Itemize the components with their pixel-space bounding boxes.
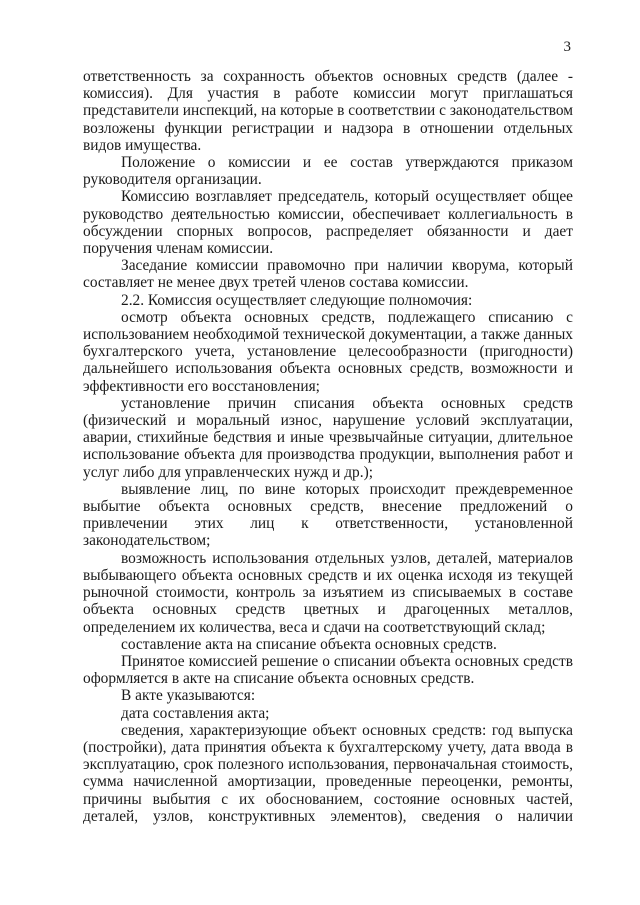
- paragraph-parts-usage: возможность использования отдельных узлов, деталей, материалов выбывающего объекта основных средств и их оценка исходя из текущей рыночной стоимости, контроль за изъятием из списываемых в составе объекта основных средств цветных и драгоценных металлов, определением их количества, веса и сдачи на соответствующий склад;: [83, 549, 573, 636]
- paragraph-reasons: установление причин списания объекта основных средств (физический и моральный износ, нарушение условий эксплуатации, аварии, стихийные бедствия и иные чрезвычайные ситуации, длительное использование объекта для производства продукции, выполнения работ и услуг либо для управленческих нужд и др.);: [83, 394, 573, 481]
- paragraph-commission-regulation: Положение о комиссии и ее состав утверждаются приказом руководителя организации.: [83, 154, 573, 189]
- document-body: [83, 68, 573, 825]
- paragraph-act-date: дата составления акта;: [121, 704, 270, 722]
- paragraph-asset-details: сведения, характеризующие объект основных средств: год выпуска (постройки), дата принятия объекта к бухгалтерскому учету, дата ввода в эксплуатацию, срок полезного использования, первоначальная стоимость, сумма начисленной амортизации, проведенные переоценки, ремонты, причины выбытия с их обоснованием, состояние основных частей, деталей, узлов, конструктивных элементов), сведения о наличии: [83, 721, 573, 825]
- paragraph-act-drafting: составление акта на списание объекта основных средств.: [121, 635, 497, 653]
- paragraph-chairman: Комиссию возглавляет председатель, который осуществляет общее руководство деятельностью комиссии, обеспечивает коллегиальность в обсуждении спорных вопросов, распределяет обязанности и дает поручения членам комиссии.: [83, 188, 573, 258]
- paragraph-inspection: осмотр объекта основных средств, подлежащего списанию с использованием необходимой технической документации, а также данных бухгалтерского учета, установление целесообразности (пригодности) дальнейшего использования объекта основных средств, возможности и эффективности его восстановления;: [83, 308, 573, 395]
- paragraph-decision: Принятое комиссией решение о списании объекта основных средств оформляется в акте на списание объекта основных средств.: [83, 652, 573, 688]
- page-number: 3: [563, 39, 571, 55]
- paragraph-act-contents-intro: В акте указываются:: [121, 687, 256, 705]
- paragraph-responsible-persons: выявление лиц, по вине которых происходит преждевременное выбытие объекта основных средств, внесение предложений о привлечении этих лиц к ответственности, установленной законодательством;: [83, 480, 573, 550]
- paragraph-continuation: ответственность за сохранность объектов основных средств (далее - комиссия). Для участия в работе комиссии могут приглашаться представители инспекций, на которые в соответствии с законодательством возложены функции регистрации и надзора в отношении отдельных видов имущества.: [83, 68, 573, 154]
- paragraph-quorum: Заседание комиссии правомочно при наличии кворума, который составляет не менее двух третей членов состава комиссии.: [83, 257, 573, 292]
- section-heading-2-2: 2.2. Комиссия осуществляет следующие полномочия:: [121, 291, 473, 309]
